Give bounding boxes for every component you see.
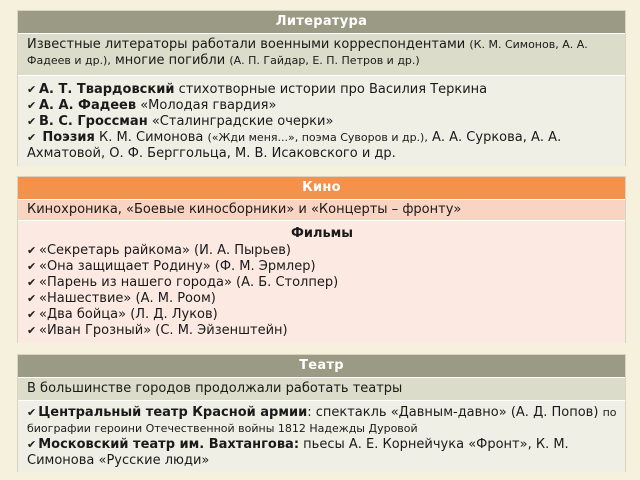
theatre-intro: В большинстве городов продолжали работать театры [18,377,625,400]
checkmark-icon: ✔ [27,99,37,112]
literature-intro-text: Известные литераторы работали военными корреспондентами [27,37,466,52]
play-info: : спектакль «Давным-давно» (А. Д. Попов) [307,405,599,420]
play-note: по биографии героини Отечественной войны 1812 Надежды Дуровой [27,406,617,435]
checkmark-icon: ✔ [27,115,37,128]
list-item [27,114,617,130]
literature-works [18,75,625,166]
film-title: «Парень из нашего города» (А. Б. Столпер) [39,275,339,290]
cinema-header: Кино [18,177,625,199]
work-title: «Молодая гвардия» [140,98,277,113]
film-title: «Иван Грозный» (С. М. Эйзенштейн) [39,323,288,338]
play-info: пьесы А. Е. Корнейчука «Фронт», К. М. Симонова «Русские люди» [27,437,569,468]
cinema-section [17,176,626,343]
list-item [27,437,617,469]
theatre-list [18,400,625,472]
list-item [27,323,617,339]
list-item [27,243,617,259]
literature-correspondents: (К. М. Симонов, А. А. Фадеев и др.), [27,38,588,67]
checkmark-icon: ✔ [27,131,37,144]
poets-list: А. А. Суркова, А. А. Ахматовой, О. Ф. Берггольца, М. В. Исаковского и др. [27,130,562,161]
poetry-works: («Жди меня...», поэма Суворов и др.), [207,131,428,144]
list-item [27,275,617,291]
list-item [27,98,617,114]
literature-section [17,10,626,166]
poet-name: К. М. Симонова [99,130,204,145]
checkmark-icon: ✔ [27,83,37,96]
work-title: «Сталинградские очерки» [151,114,334,129]
checkmark-icon: ✔ [27,292,37,305]
author-name: В. С. Гроссман [39,114,148,129]
checkmark-icon: ✔ [27,324,37,337]
film-title: «Она защищает Родину» (Ф. М. Эрмлер) [39,259,316,274]
literature-header: Литература [18,11,625,33]
list-item [27,82,617,98]
checkmark-icon: ✔ [27,406,37,419]
films-title: Фильмы [290,226,354,241]
checkmark-icon: ✔ [27,308,37,321]
checkmark-icon: ✔ [27,438,37,451]
checkmark-icon: ✔ [27,276,37,289]
checkmark-icon: ✔ [27,260,37,273]
theatre-name: Центральный театр Красной армии [38,405,308,420]
list-item [27,291,617,307]
literature-intro [18,33,625,75]
cinema-intro: Кинохроника, «Боевые киносборники» и «Концерты – фронту» [18,199,625,220]
work-title: стихотворные истории про Василия Теркина [178,82,488,97]
cinema-films [18,220,625,343]
literature-intro-died: многие погибли [115,53,226,68]
film-title: «Секретарь райкома» (И. А. Пырьев) [39,243,291,258]
list-item [27,307,617,323]
theatre-header: Театр [18,355,625,377]
film-title: «Два бойца» (Л. Д. Луков) [39,307,218,322]
list-item [27,130,617,162]
list-item [27,405,617,437]
film-title: «Нашествие» (А. М. Роом) [39,291,216,306]
list-item [27,259,617,275]
theatre-section [17,354,626,472]
theatre-name: Московский театр им. Вахтангова: [38,437,300,452]
author-name: А. А. Фадеев [39,98,137,113]
checkmark-icon: ✔ [27,244,37,257]
poetry-label: Поэзия [42,130,95,145]
literature-fallen: (А. П. Гайдар, Е. П. Петров и др.) [229,54,420,67]
author-name: А. Т. Твардовский [39,82,175,97]
